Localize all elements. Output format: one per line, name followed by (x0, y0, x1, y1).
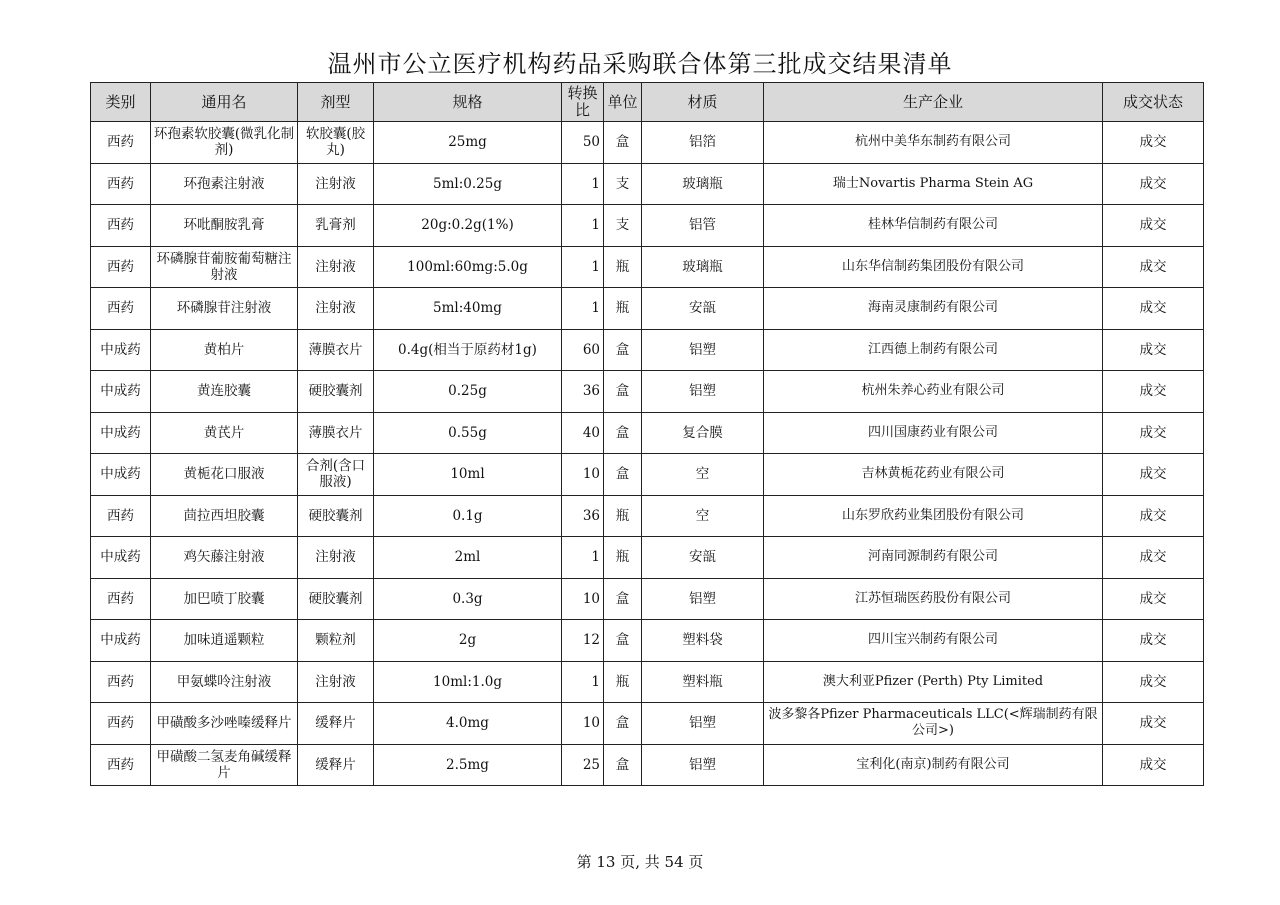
column-header-status: 成交状态 (1103, 83, 1204, 122)
manufacturer-cell: 四川国康药业有限公司 (764, 412, 1103, 454)
conversion-ratio-cell: 1 (562, 661, 604, 703)
status-cell: 成交 (1103, 412, 1204, 454)
category-cell: 西药 (91, 246, 151, 288)
manufacturer-cell: 瑞士Novartis Pharma Stein AG (764, 163, 1103, 205)
dosage-form-cell: 注射液 (298, 246, 374, 288)
conversion-ratio-cell: 12 (562, 620, 604, 662)
table-row (91, 163, 1204, 205)
dosage-form-cell: 注射液 (298, 288, 374, 330)
manufacturer-cell: 波多黎各Pfizer Pharmaceuticals LLC(<辉瑞制药有限公司>) (764, 703, 1103, 745)
manufacturer-cell: 河南同源制药有限公司 (764, 537, 1103, 579)
conversion-ratio-cell: 10 (562, 703, 604, 745)
material-cell: 空 (642, 454, 764, 496)
category-cell: 西药 (91, 661, 151, 703)
unit-cell: 盒 (604, 703, 642, 745)
specification-cell: 5ml:40mg (374, 288, 562, 330)
generic-name-cell: 环孢素注射液 (151, 163, 298, 205)
dosage-form-cell: 注射液 (298, 661, 374, 703)
material-cell: 塑料瓶 (642, 661, 764, 703)
specification-cell: 0.25g (374, 371, 562, 413)
dosage-form-cell: 硬胶囊剂 (298, 371, 374, 413)
generic-name-cell: 环磷腺苷注射液 (151, 288, 298, 330)
dosage-form-cell: 合剂(含口服液) (298, 454, 374, 496)
status-cell: 成交 (1103, 578, 1204, 620)
unit-cell: 支 (604, 163, 642, 205)
manufacturer-cell: 山东华信制药集团股份有限公司 (764, 246, 1103, 288)
column-header-conversion-ratio: 转换比 (562, 83, 604, 122)
unit-cell: 盒 (604, 744, 642, 786)
manufacturer-cell: 四川宝兴制药有限公司 (764, 620, 1103, 662)
dosage-form-cell: 乳膏剂 (298, 205, 374, 247)
specification-cell: 25mg (374, 122, 562, 164)
material-cell: 铝塑 (642, 703, 764, 745)
unit-cell: 瓶 (604, 288, 642, 330)
specification-cell: 0.55g (374, 412, 562, 454)
dosage-form-cell: 缓释片 (298, 744, 374, 786)
material-cell: 玻璃瓶 (642, 246, 764, 288)
specification-cell: 10ml:1.0g (374, 661, 562, 703)
unit-cell: 盒 (604, 454, 642, 496)
status-cell: 成交 (1103, 703, 1204, 745)
generic-name-cell: 加味逍遥颗粒 (151, 620, 298, 662)
category-cell: 中成药 (91, 537, 151, 579)
unit-cell: 盒 (604, 412, 642, 454)
category-cell: 中成药 (91, 454, 151, 496)
conversion-ratio-cell: 10 (562, 578, 604, 620)
table-row (91, 454, 1204, 496)
generic-name-cell: 黄芪片 (151, 412, 298, 454)
material-cell: 复合膜 (642, 412, 764, 454)
material-cell: 安瓿 (642, 537, 764, 579)
unit-cell: 支 (604, 205, 642, 247)
conversion-ratio-cell: 36 (562, 371, 604, 413)
material-cell: 铝塑 (642, 744, 764, 786)
column-header-specification: 规格 (374, 83, 562, 122)
manufacturer-cell: 山东罗欣药业集团股份有限公司 (764, 495, 1103, 537)
dosage-form-cell: 注射液 (298, 163, 374, 205)
generic-name-cell: 环吡酮胺乳膏 (151, 205, 298, 247)
material-cell: 塑料袋 (642, 620, 764, 662)
generic-name-cell: 甲磺酸多沙唑嗪缓释片 (151, 703, 298, 745)
table-row (91, 122, 1204, 164)
category-cell: 中成药 (91, 620, 151, 662)
dosage-form-cell: 硬胶囊剂 (298, 578, 374, 620)
specification-cell: 0.3g (374, 578, 562, 620)
category-cell: 西药 (91, 495, 151, 537)
specification-cell: 4.0mg (374, 703, 562, 745)
column-header-generic-name: 通用名 (151, 83, 298, 122)
specification-cell: 0.4g(相当于原药材1g) (374, 329, 562, 371)
table-row (91, 703, 1204, 745)
generic-name-cell: 茴拉西坦胶囊 (151, 495, 298, 537)
conversion-ratio-cell: 25 (562, 744, 604, 786)
manufacturer-cell: 澳大利亚Pfizer (Perth) Pty Limited (764, 661, 1103, 703)
conversion-ratio-cell: 40 (562, 412, 604, 454)
manufacturer-cell: 江苏恒瑞医药股份有限公司 (764, 578, 1103, 620)
table-body (91, 122, 1204, 786)
generic-name-cell: 甲磺酸二氢麦角碱缓释片 (151, 744, 298, 786)
category-cell: 西药 (91, 578, 151, 620)
generic-name-cell: 鸡矢藤注射液 (151, 537, 298, 579)
material-cell: 铝塑 (642, 371, 764, 413)
generic-name-cell: 加巴喷丁胶囊 (151, 578, 298, 620)
conversion-ratio-cell: 1 (562, 246, 604, 288)
table-row (91, 412, 1204, 454)
table-row (91, 246, 1204, 288)
column-header-manufacturer: 生产企业 (764, 83, 1103, 122)
status-cell: 成交 (1103, 329, 1204, 371)
manufacturer-cell: 杭州中美华东制药有限公司 (764, 122, 1103, 164)
category-cell: 中成药 (91, 329, 151, 371)
status-cell: 成交 (1103, 661, 1204, 703)
status-cell: 成交 (1103, 495, 1204, 537)
category-cell: 西药 (91, 122, 151, 164)
table-row (91, 329, 1204, 371)
table-row (91, 578, 1204, 620)
status-cell: 成交 (1103, 205, 1204, 247)
unit-cell: 盒 (604, 371, 642, 413)
column-header-material: 材质 (642, 83, 764, 122)
dosage-form-cell: 软胶囊(胶丸) (298, 122, 374, 164)
status-cell: 成交 (1103, 288, 1204, 330)
generic-name-cell: 环孢素软胶囊(微乳化制剂) (151, 122, 298, 164)
generic-name-cell: 甲氨蝶呤注射液 (151, 661, 298, 703)
category-cell: 中成药 (91, 412, 151, 454)
status-cell: 成交 (1103, 122, 1204, 164)
unit-cell: 盒 (604, 329, 642, 371)
generic-name-cell: 黄柏片 (151, 329, 298, 371)
conversion-ratio-cell: 1 (562, 537, 604, 579)
generic-name-cell: 黄栀花口服液 (151, 454, 298, 496)
status-cell: 成交 (1103, 744, 1204, 786)
manufacturer-cell: 宝利化(南京)制药有限公司 (764, 744, 1103, 786)
specification-cell: 20g:0.2g(1%) (374, 205, 562, 247)
manufacturer-cell: 杭州朱养心药业有限公司 (764, 371, 1103, 413)
unit-cell: 盒 (604, 122, 642, 164)
category-cell: 西药 (91, 163, 151, 205)
status-cell: 成交 (1103, 620, 1204, 662)
specification-cell: 2g (374, 620, 562, 662)
unit-cell: 盒 (604, 620, 642, 662)
specification-cell: 10ml (374, 454, 562, 496)
manufacturer-cell: 江西德上制药有限公司 (764, 329, 1103, 371)
unit-cell: 瓶 (604, 495, 642, 537)
column-header-category: 类别 (91, 83, 151, 122)
page-title: 温州市公立医疗机构药品采购联合体第三批成交结果清单 (327, 50, 953, 78)
dosage-form-cell: 缓释片 (298, 703, 374, 745)
unit-cell: 瓶 (604, 661, 642, 703)
unit-cell: 瓶 (604, 246, 642, 288)
unit-cell: 瓶 (604, 537, 642, 579)
material-cell: 铝塑 (642, 578, 764, 620)
manufacturer-cell: 桂林华信制药有限公司 (764, 205, 1103, 247)
specification-cell: 2ml (374, 537, 562, 579)
dosage-form-cell: 颗粒剂 (298, 620, 374, 662)
unit-cell: 盒 (604, 578, 642, 620)
status-cell: 成交 (1103, 371, 1204, 413)
table-row (91, 288, 1204, 330)
column-header-unit: 单位 (604, 83, 642, 122)
category-cell: 西药 (91, 744, 151, 786)
status-cell: 成交 (1103, 246, 1204, 288)
manufacturer-cell: 海南灵康制药有限公司 (764, 288, 1103, 330)
generic-name-cell: 环磷腺苷葡胺葡萄糖注射液 (151, 246, 298, 288)
table-row (91, 744, 1204, 786)
specification-cell: 0.1g (374, 495, 562, 537)
dosage-form-cell: 注射液 (298, 537, 374, 579)
material-cell: 铝箔 (642, 122, 764, 164)
conversion-ratio-cell: 10 (562, 454, 604, 496)
material-cell: 玻璃瓶 (642, 163, 764, 205)
dosage-form-cell: 硬胶囊剂 (298, 495, 374, 537)
conversion-ratio-cell: 1 (562, 288, 604, 330)
dosage-form-cell: 薄膜衣片 (298, 412, 374, 454)
conversion-ratio-cell: 36 (562, 495, 604, 537)
category-cell: 西药 (91, 288, 151, 330)
conversion-ratio-cell: 1 (562, 205, 604, 247)
column-header-dosage-form: 剂型 (298, 83, 374, 122)
specification-cell: 5ml:0.25g (374, 163, 562, 205)
status-cell: 成交 (1103, 454, 1204, 496)
material-cell: 铝塑 (642, 329, 764, 371)
material-cell: 铝管 (642, 205, 764, 247)
table-row (91, 537, 1204, 579)
conversion-ratio-cell: 50 (562, 122, 604, 164)
conversion-ratio-cell: 60 (562, 329, 604, 371)
dosage-form-cell: 薄膜衣片 (298, 329, 374, 371)
table-row (91, 371, 1204, 413)
status-cell: 成交 (1103, 537, 1204, 579)
conversion-ratio-cell: 1 (562, 163, 604, 205)
table-row (91, 495, 1204, 537)
material-cell: 安瓿 (642, 288, 764, 330)
table-row (91, 661, 1204, 703)
page-number: 第 13 页, 共 54 页 (576, 853, 704, 871)
category-cell: 西药 (91, 205, 151, 247)
category-cell: 中成药 (91, 371, 151, 413)
table-row (91, 205, 1204, 247)
results-table (90, 82, 1204, 786)
table-row (91, 620, 1204, 662)
status-cell: 成交 (1103, 163, 1204, 205)
header-row (91, 83, 1204, 122)
manufacturer-cell: 吉林黄栀花药业有限公司 (764, 454, 1103, 496)
material-cell: 空 (642, 495, 764, 537)
category-cell: 西药 (91, 703, 151, 745)
specification-cell: 2.5mg (374, 744, 562, 786)
generic-name-cell: 黄连胶囊 (151, 371, 298, 413)
specification-cell: 100ml:60mg:5.0g (374, 246, 562, 288)
